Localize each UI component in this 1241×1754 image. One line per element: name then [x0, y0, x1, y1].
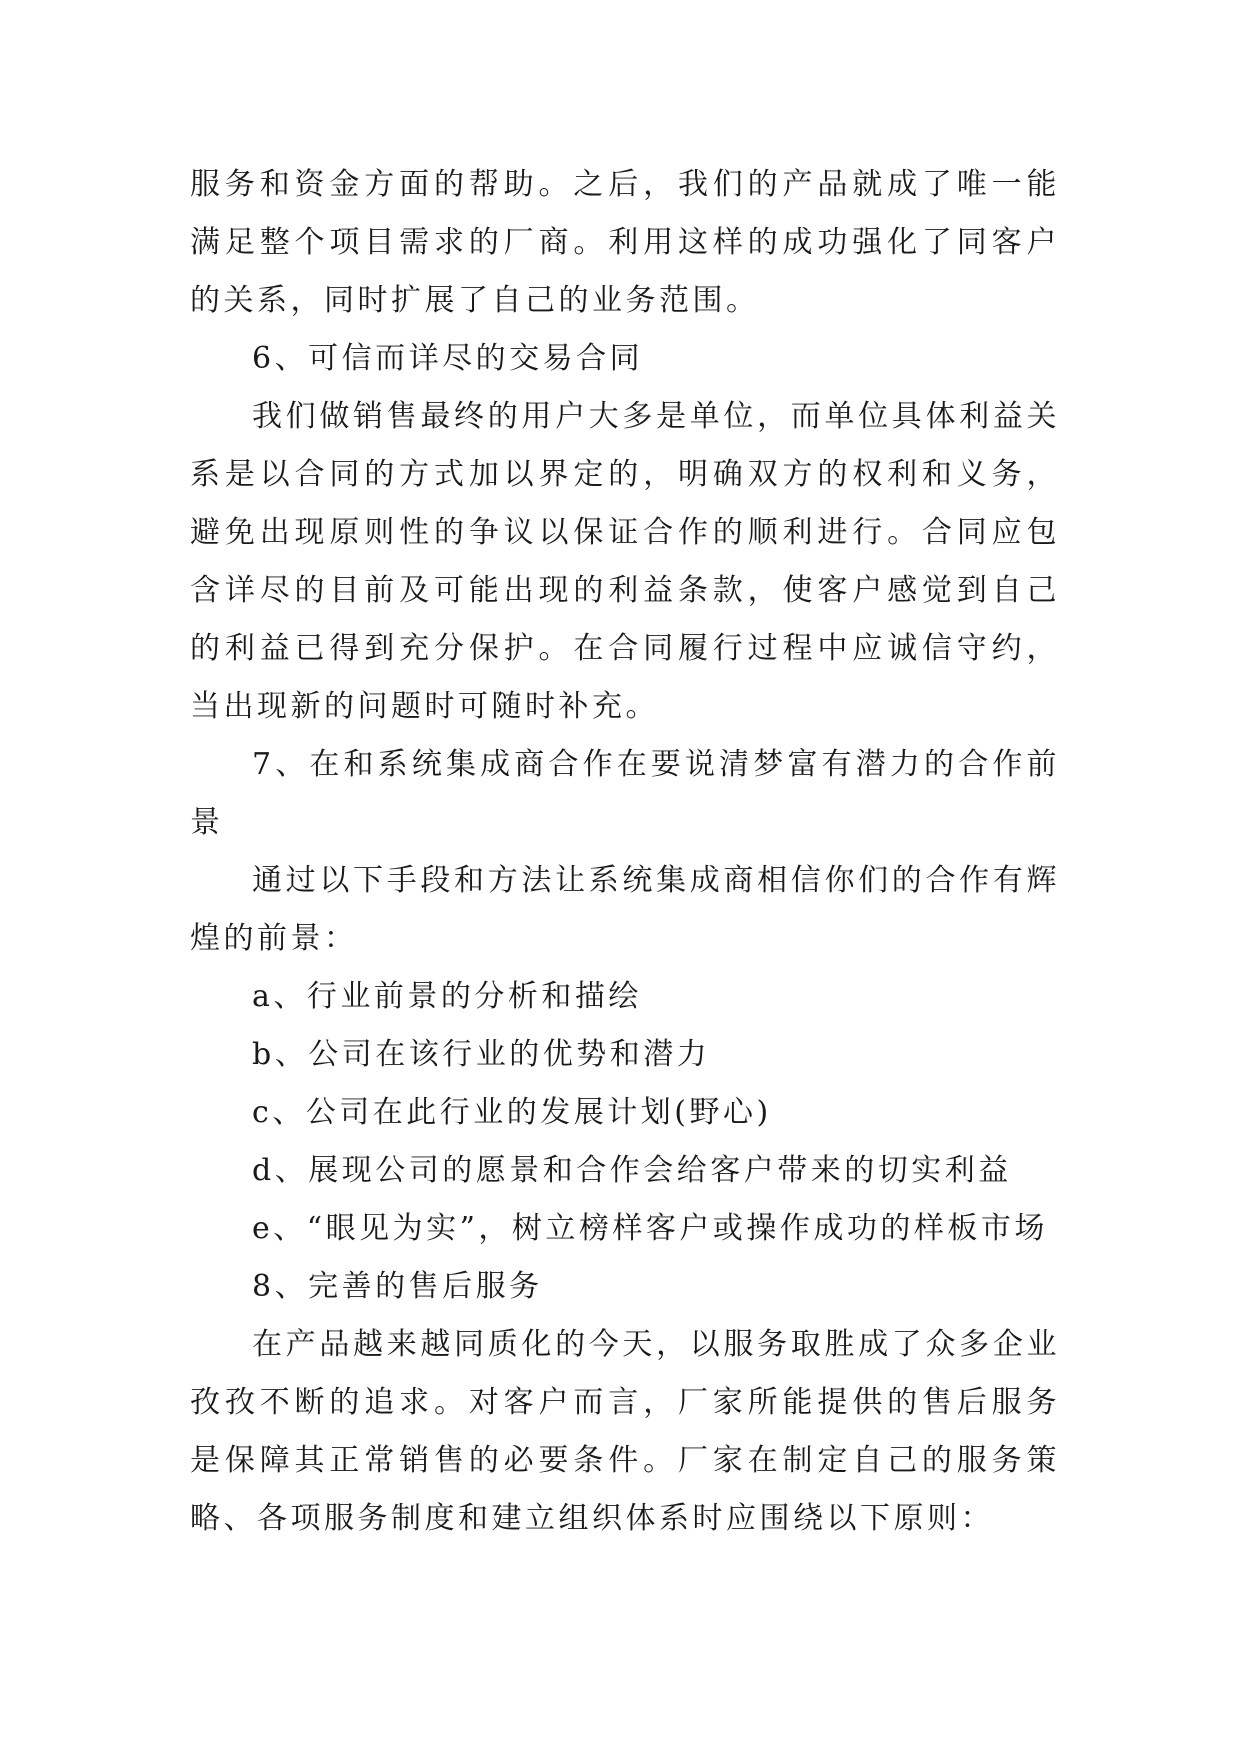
- heading-item-7: 7、在和系统集成商合作在要说清梦富有潜力的合作前景: [190, 747, 1060, 840]
- paragraph-continuation: 服务和资金方面的帮助。之后，我们的产品就成了唯一能满足整个项目需求的厂商。利用这样的成功强化了同客户的关系，同时扩展了自己的业务范围。: [190, 167, 1060, 318]
- paragraph-intro-list: 通过以下手段和方法让系统集成商相信你们的合作有辉煌的前景：: [190, 863, 1060, 956]
- list-item-c: c、公司在此行业的发展计划(野心): [252, 1095, 772, 1130]
- heading-item-6: 6、可信而详尽的交易合同: [252, 341, 644, 376]
- paragraph-contract: 我们做销售最终的用户大多是单位，而单位具体利益关系是以合同的方式加以界定的，明确双方的权利和义务，避免出现原则性的争议以保证合作的顺利进行。合同应包含详尽的目前及可能出现的利益条款，使客户感觉到自己的利益已得到充分保护。在合同履行过程中应诚信守约，当出现新的问题时可随时补充。: [190, 399, 1060, 724]
- list-item-e: e、“眼见为实”，树立榜样客户或操作成功的样板市场: [252, 1211, 1048, 1246]
- heading-item-8: 8、完善的售后服务: [252, 1269, 543, 1304]
- list-item-b: b、公司在该行业的优势和潜力: [252, 1037, 711, 1072]
- paragraph-after-sales: 在产品越来越同质化的今天，以服务取胜成了众多企业孜孜不断的追求。对客户而言，厂家所能提供的售后服务是保障其正常销售的必要条件。厂家在制定自己的服务策略、各项服务制度和建立组织体系时应围绕以下原则：: [190, 1327, 1060, 1536]
- list-item-a: a、行业前景的分析和描绘: [252, 979, 642, 1014]
- document-body: [190, 156, 1060, 1548]
- list-item-d: d、展现公司的愿景和合作会给客户带来的切实利益: [252, 1153, 1012, 1188]
